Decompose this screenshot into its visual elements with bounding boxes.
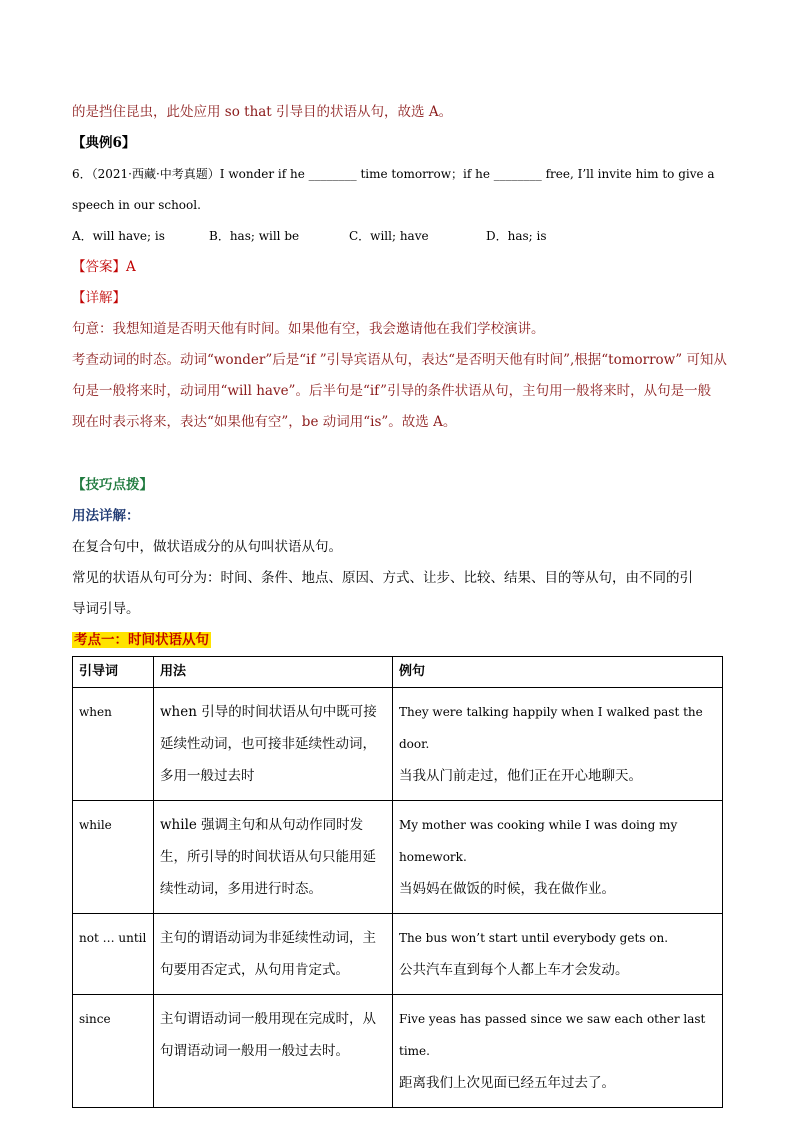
detail-line-1: 句意：我想知道是否明天他有时间。如果他有空，我会邀请他在我们学校演讲。 bbox=[72, 321, 545, 337]
detail-line-3: 句是一般将来时，动词用“will have”。后半句是“if”引导的条件状语从句，主句用一般将来时，从句是一般 bbox=[72, 383, 712, 399]
detail-line-2: 考查动词的时态。动词“wonder”后是“if ”引导宾语从句，表达“是否明天他有时间”,根据“tomorrow” 可知从 bbox=[72, 352, 727, 368]
table-row bbox=[73, 688, 723, 801]
example-en: The bus won’t start until everybody gets on. bbox=[399, 931, 669, 945]
cell-example bbox=[393, 688, 723, 801]
example-cn: 当妈妈在做饭的时候，我在做作业。 bbox=[399, 881, 615, 897]
tips-para-2-line-2: 导词引导。 bbox=[72, 601, 140, 617]
example-cn: 距离我们上次见面已经五年过去了。 bbox=[399, 1075, 615, 1091]
point-label-wrapper bbox=[72, 630, 211, 650]
point-label: 考点一：时间状语从句 bbox=[74, 632, 209, 648]
example-en: Five yeas has passed since we saw each other last time. bbox=[399, 1012, 706, 1058]
tips-para-1: 在复合句中，做状语成分的从句叫状语从句。 bbox=[72, 539, 342, 555]
question-line-1: 6．（2021·西藏·中考真题）I wonder if he ________ time tomorrow；if he ________ free, I’ll invite him to give a bbox=[72, 167, 715, 181]
option-d: D．has; is bbox=[486, 229, 547, 243]
cell-usage: 主句的谓语动词为非延续性动词，主句要用否定式，从句用肯定式。 bbox=[154, 914, 393, 995]
question-line-2: speech in our school. bbox=[72, 198, 201, 212]
option-b: B．has; will be bbox=[209, 229, 300, 243]
clause-table bbox=[72, 656, 723, 1108]
example-en: My mother was cooking while I was doing my homework. bbox=[399, 818, 678, 864]
example-label: 【典例6】 bbox=[72, 135, 136, 151]
answer-label: 【答案】A bbox=[72, 259, 136, 275]
table-header-row bbox=[73, 657, 723, 688]
tips-para-2-line-1: 常见的状语从句可分为：时间、条件、地点、原因、方式、让步、比较、结果、目的等从句，由不同的引 bbox=[72, 570, 693, 586]
header-example: 例句 bbox=[393, 657, 723, 688]
option-c: C．will; have bbox=[349, 229, 429, 243]
cell-word: since bbox=[73, 995, 154, 1108]
cell-word: while bbox=[73, 801, 154, 914]
cell-usage: when 引导的时间状语从句中既可接延续性动词，也可接非延续性动词，多用一般过去时 bbox=[154, 688, 393, 801]
cell-usage: while 强调主句和从句动作同时发生，所引导的时间状语从句只能用延续性动词，多用进行时态。 bbox=[154, 801, 393, 914]
detail-line-4: 现在时表示将来，表达“如果他有空”，be 动词用“is”。故选 A。 bbox=[72, 414, 457, 430]
option-a: A．will have; is bbox=[72, 229, 165, 243]
header-word: 引导词 bbox=[73, 657, 154, 688]
cell-word: not … until bbox=[73, 914, 154, 995]
usage-label: 用法详解： bbox=[72, 508, 140, 524]
example-en: They were talking happily when I walked past the door. bbox=[399, 705, 703, 751]
explanation-tail: 的是挡住昆虫，此处应用 so that 引导目的状语从句，故选 A。 bbox=[72, 104, 453, 120]
cell-word: when bbox=[73, 688, 154, 801]
table-row bbox=[73, 914, 723, 995]
cell-example bbox=[393, 801, 723, 914]
tips-section-label: 【技巧点拨】 bbox=[72, 477, 153, 493]
cell-usage: 主句谓语动词一般用现在完成时，从句谓语动词一般用一般过去时。 bbox=[154, 995, 393, 1108]
table-row bbox=[73, 995, 723, 1108]
example-cn: 公共汽车直到每个人都上车才会发动。 bbox=[399, 962, 629, 978]
cell-example bbox=[393, 995, 723, 1108]
cell-example bbox=[393, 914, 723, 995]
table-row bbox=[73, 801, 723, 914]
detail-label: 【详解】 bbox=[72, 290, 126, 306]
header-usage: 用法 bbox=[154, 657, 393, 688]
example-cn: 当我从门前走过，他们正在开心地聊天。 bbox=[399, 768, 642, 784]
